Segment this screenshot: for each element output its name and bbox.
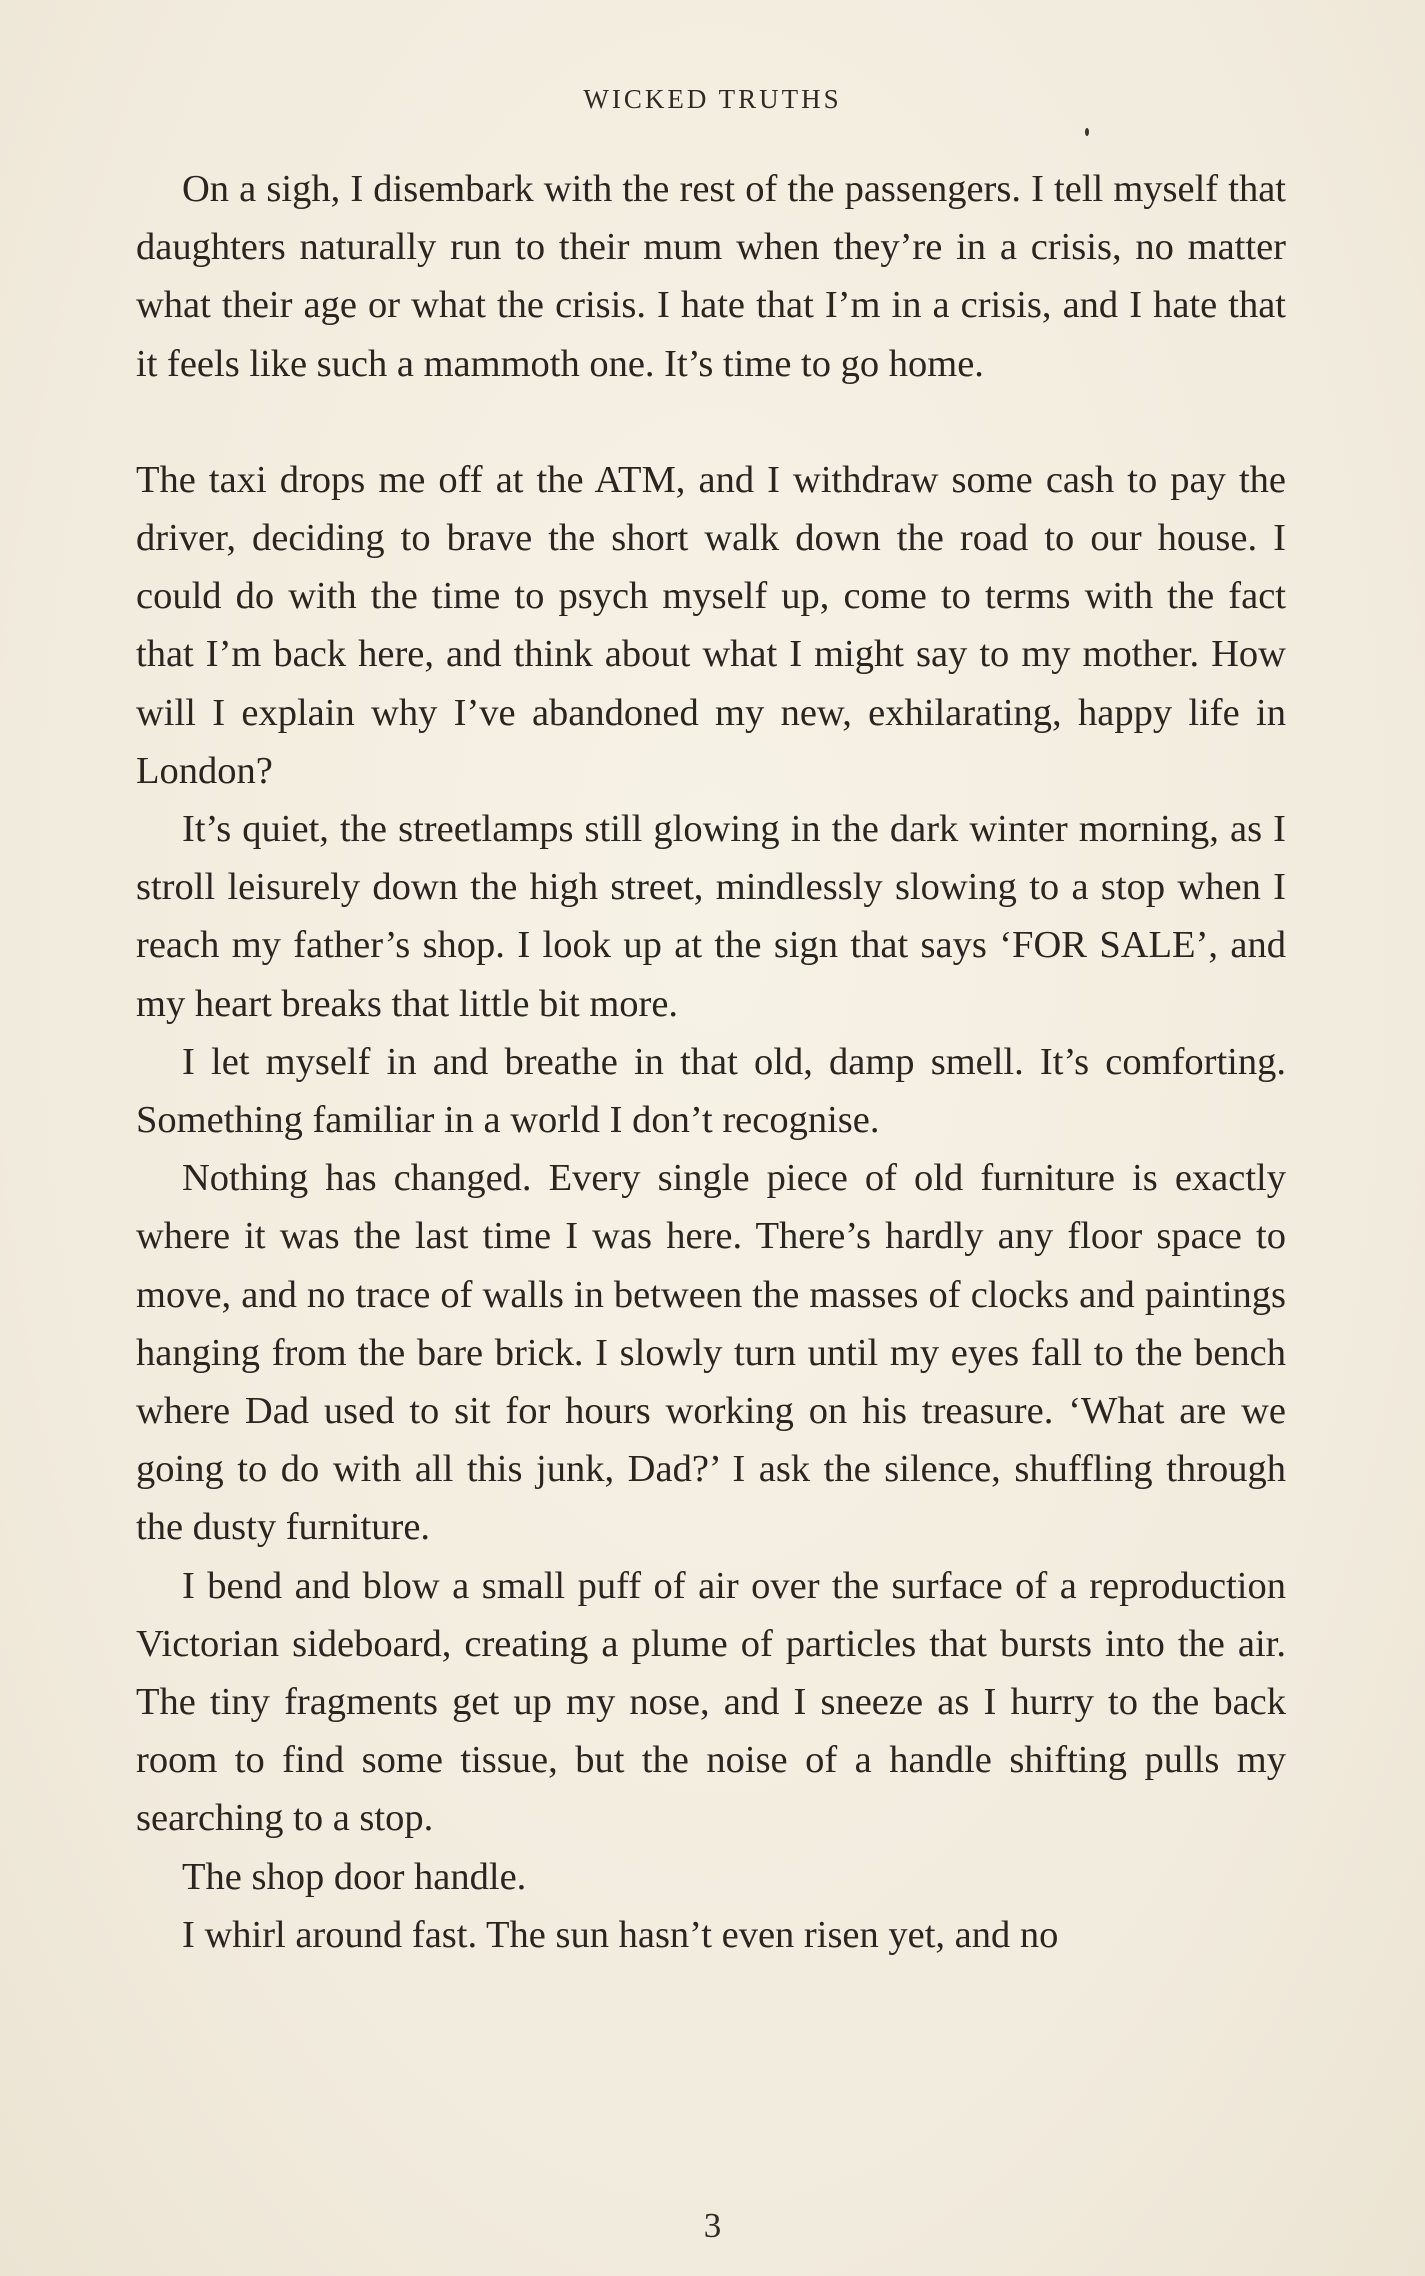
paragraph: I whirl around fast. The sun hasn’t even risen yet, and no (182, 1913, 1059, 1956)
paragraph: The shop door handle. (182, 1855, 527, 1898)
paragraph: Nothing has changed. Every single piece of old furniture is exactly where it was the last time I was here. There’s hardly any floor space to move, and no trace of walls in between the masses of clocks and paintings hanging from the bare brick. I slowly turn until my eyes fall to the bench where Dad used to sit for hours working on his treasure. ‘What are we going to do with all this junk, Dad?’ I ask the silence, shuffling through the dusty furniture. (136, 1157, 1286, 1549)
paragraph: On a sigh, I disembark with the rest of the passengers. I tell myself that daughters naturally run to their mum when they’re in a crisis, no matter what their age or what the crisis. I hate that I’m in a crisis, and I hate that it feels like such a mammoth one. It’s time to go home. (136, 168, 1286, 385)
paragraph: I let myself in and breathe in that old, damp smell. It’s comforting. Something familiar in a world I don’t recognise. (136, 1040, 1286, 1142)
paragraph: The taxi drops me off at the ATM, and I withdraw some cash to pay the driver, deciding to brave the short walk down the road to our house. I could do with the time to psych myself up, come to terms with the fact that I’m back here, and think about what I might say to my mother. How will I explain why I’ve abandoned my new, exhilarating, happy life in London? (136, 458, 1286, 792)
running-head: WICKED TRUTHS (583, 84, 842, 114)
body-text (136, 160, 1286, 1964)
page-number: 3 (703, 2206, 722, 2245)
paragraph: It’s quiet, the streetlamps still glowing in the dark winter morning, as I stroll leisurely down the high street, mindlessly slowing to a stop when I reach my father’s shop. I look up at the sign that says ‘FOR SALE’, and my heart breaks that little bit more. (136, 808, 1286, 1025)
paragraph: I bend and blow a small puff of air over the surface of a reproduction Victorian sideboard, creating a plume of particles that bursts into the air. The tiny fragments get up my nose, and I sneeze as I hurry to the back room to find some tissue, but the noise of a handle shifting pulls my searching to a stop. (136, 1564, 1286, 1840)
ink-speck (1085, 128, 1089, 136)
